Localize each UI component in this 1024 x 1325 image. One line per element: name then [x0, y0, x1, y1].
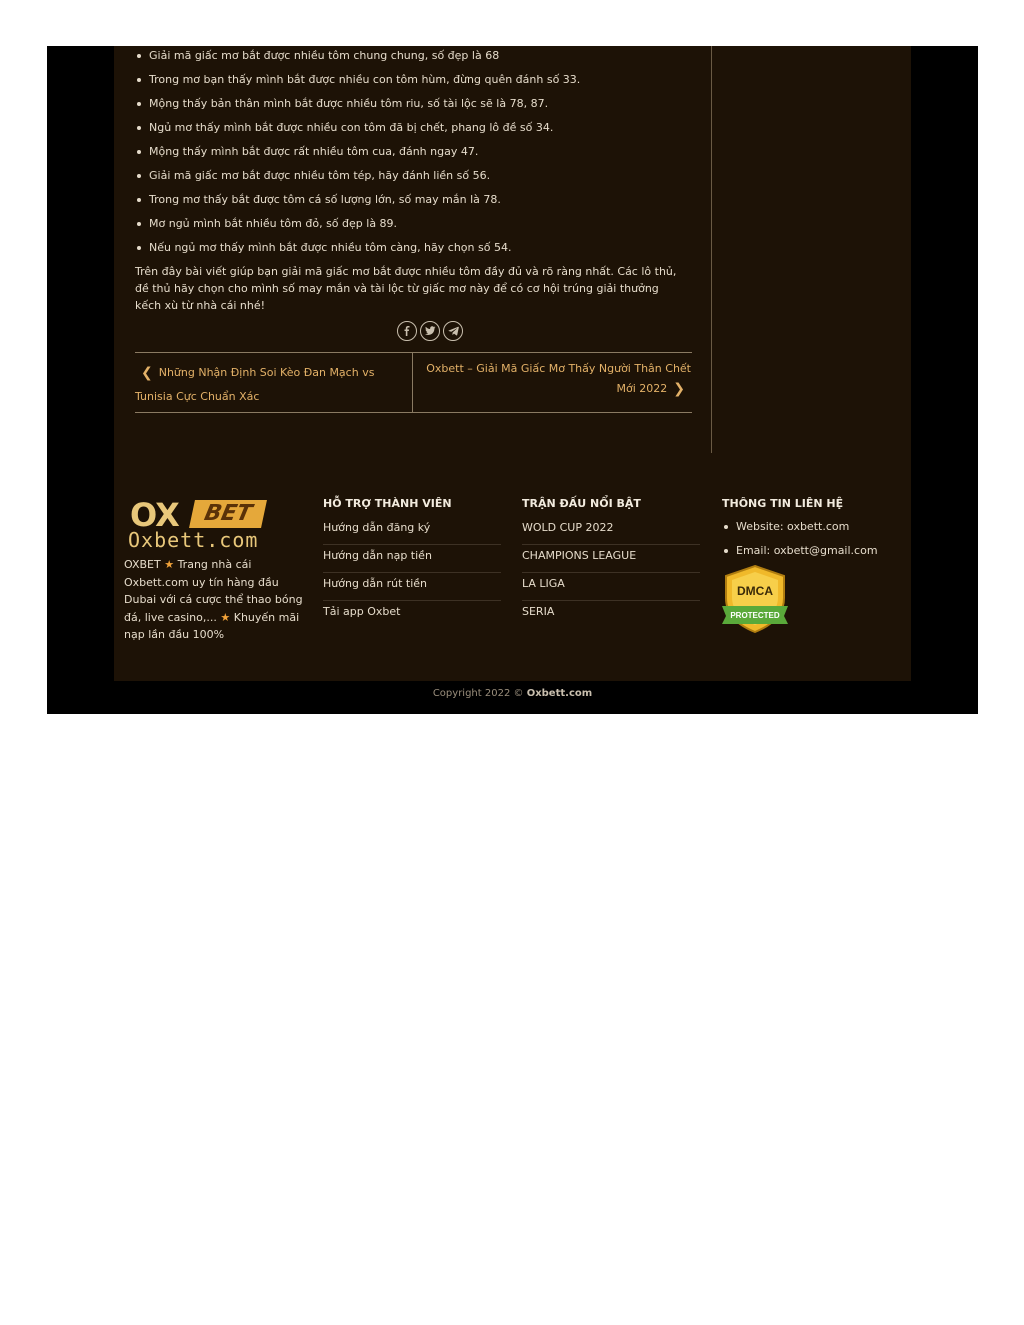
- page-frame: [47, 46, 978, 714]
- contact-email[interactable]: Email: oxbett@gmail.com: [722, 542, 902, 566]
- list-item: Giải mã giấc mơ bắt được nhiều tôm chung chung, số đẹp là 68: [135, 48, 499, 64]
- telegram-icon: [448, 326, 459, 336]
- list-item: Ngủ mơ thấy mình bắt được nhiều con tôm đã bị chết, phang lô đề số 34.: [135, 120, 553, 136]
- twitter-icon: [425, 326, 436, 336]
- post-navigation: [135, 352, 692, 413]
- chevron-left-icon: ❮: [141, 365, 153, 381]
- support-links: [323, 518, 501, 628]
- article-summary: Trên đây bài viết giúp bạn giải mã giấc mơ bắt được nhiều tôm đầy đủ và rõ ràng nhất. Các lô thủ, đề thủ hãy chọn cho mình số may mắn và tài lộc từ giấc mơ này để có cơ hội trúng giải thưởng kếch xù từ nhà cái nhé!: [135, 265, 677, 312]
- match-link-world-cup[interactable]: WOLD CUP 2022: [522, 518, 700, 545]
- support-link-register[interactable]: Hướng dẫn đăng ký: [323, 518, 501, 545]
- list-item: Trong mơ bạn thấy mình bắt được nhiều con tôm hùm, đừng quên đánh số 33.: [135, 72, 580, 88]
- footer-matches: [522, 496, 700, 629]
- about-part-1: OXBET: [124, 558, 165, 571]
- content-column: [114, 46, 911, 681]
- next-post-title: Oxbett – Giải Mã Giấc Mơ Thấy Người Thân Chết Mới 2022: [426, 362, 691, 395]
- list-item: Giải mã giấc mơ bắt được nhiều tôm tép, hãy đánh liền số 56.: [135, 168, 490, 184]
- list-item: Mơ ngủ mình bắt nhiều tôm đỏ, số đẹp là 89.: [135, 216, 397, 232]
- dmca-protected-badge[interactable]: [722, 564, 788, 634]
- about-part-2: Trang nhà cái Oxbett.com uy tín hàng đầu Dubai với cá cược thể thao bóng đá, live casino,...: [124, 558, 303, 624]
- dmca-ribbon-text: PROTECTED: [730, 611, 780, 620]
- previous-post-link[interactable]: [135, 361, 411, 408]
- logo-bet-badge: BET: [189, 500, 267, 528]
- star-icon: ★: [220, 610, 231, 624]
- copyright: [47, 688, 978, 699]
- about-text: [124, 556, 304, 644]
- match-link-seria[interactable]: SERIA: [522, 605, 555, 618]
- list-item: Trong mơ thấy bắt được tôm cá số lượng lớn, số may mắn là 78.: [135, 192, 501, 208]
- contact-list: [722, 518, 902, 566]
- oxbet-logo[interactable]: [124, 496, 269, 552]
- about-part-3: Khuyến mãi nạp lần đầu 100%: [124, 610, 300, 641]
- match-link-la-liga[interactable]: LA LIGA: [522, 574, 700, 601]
- share-buttons: [397, 321, 463, 343]
- match-link-champions-league[interactable]: CHAMPIONS LEAGUE: [522, 546, 700, 573]
- footer-support: [323, 496, 501, 629]
- facebook-share-button[interactable]: [397, 321, 417, 341]
- matches-links: [522, 518, 700, 628]
- matches-heading: TRẬN ĐẤU NỔI BẬT: [522, 497, 641, 510]
- sidebar-divider: [711, 46, 712, 453]
- logo-domain: Oxbett.com: [128, 528, 259, 552]
- twitter-share-button[interactable]: [420, 321, 440, 341]
- facebook-icon: [402, 326, 412, 336]
- support-link-withdraw[interactable]: Hướng dẫn rút tiền: [323, 574, 501, 601]
- contact-website[interactable]: Website: oxbett.com: [722, 518, 902, 542]
- next-post-link[interactable]: [425, 359, 691, 399]
- star-icon: ★: [164, 558, 175, 571]
- previous-post-title: Những Nhận Định Soi Kèo Đan Mạch vs Tunisia Cực Chuẩn Xác: [135, 366, 375, 403]
- post-nav-divider: [412, 353, 413, 412]
- chevron-right-icon: ❯: [673, 381, 685, 397]
- copyright-brand-link[interactable]: Oxbett.com: [526, 688, 593, 699]
- footer-brand: [124, 496, 304, 644]
- list-item: Mộng thấy mình bắt được rất nhiều tôm cua, đánh ngay 47.: [135, 144, 478, 160]
- copyright-prefix: Copyright 2022 ©: [432, 688, 527, 699]
- support-heading: HỖ TRỢ THÀNH VIÊN: [323, 497, 452, 510]
- list-item: Nếu ngủ mơ thấy mình bắt được nhiều tôm càng, hãy chọn số 54.: [135, 240, 511, 256]
- logo-ox: OX: [130, 496, 179, 534]
- dmca-text: DMCA: [737, 584, 773, 598]
- support-link-app[interactable]: Tải app Oxbet: [323, 605, 401, 618]
- list-item: Mộng thấy bản thân mình bắt được nhiều tôm riu, số tài lộc sẽ là 78, 87.: [135, 96, 548, 112]
- footer-contact: [722, 496, 902, 634]
- contact-heading: THÔNG TIN LIÊN HỆ: [722, 497, 844, 510]
- support-link-deposit[interactable]: Hướng dẫn nạp tiền: [323, 546, 501, 573]
- telegram-share-button[interactable]: [443, 321, 463, 341]
